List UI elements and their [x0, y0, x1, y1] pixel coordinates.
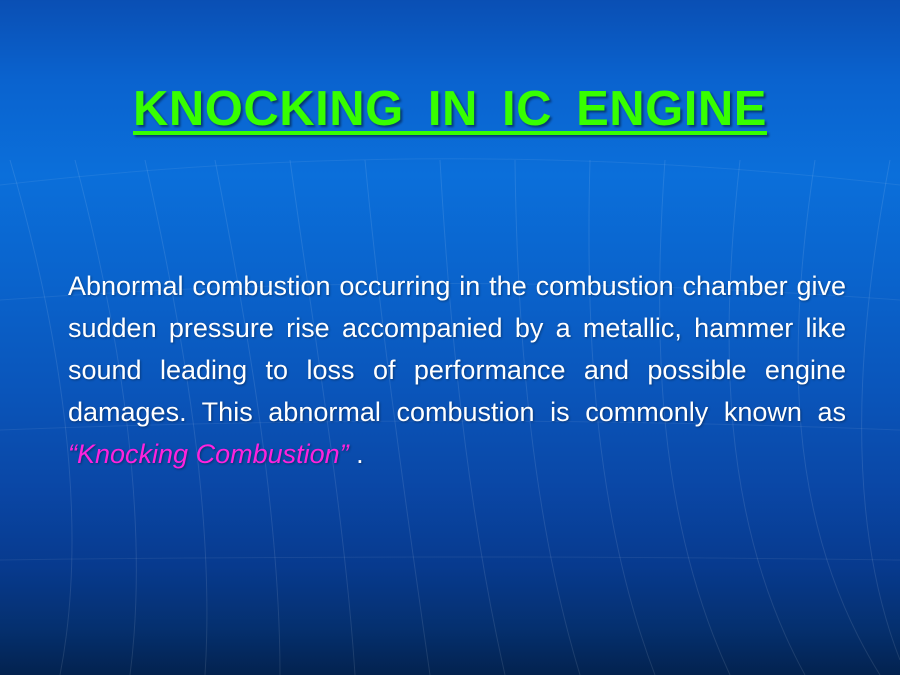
body-container — [68, 238, 846, 502]
highlighted-term: “Knocking Combustion” — [68, 439, 349, 469]
title-container — [0, 48, 900, 170]
page-title: KNOCKING IN IC ENGINE — [133, 81, 767, 136]
body-paragraph — [68, 265, 846, 475]
body-text-tail: . — [348, 439, 364, 469]
body-text-main: Abnormal combustion occurring in the combustion chamber give sudden pressure rise accompanied by a metallic, hammer like sound leading to loss of performance and possible engine damages. This abnormal combustion is commonly known as — [68, 271, 846, 427]
